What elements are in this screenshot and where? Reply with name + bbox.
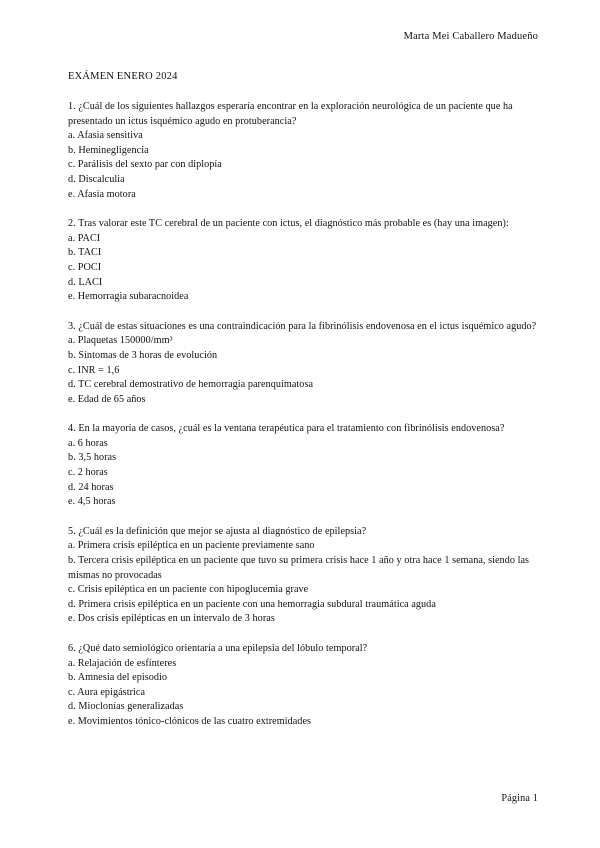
option-item[interactable]: d. Mioclonías generalizadas [68, 701, 184, 713]
option-item[interactable]: c. INR = 1,6 [68, 364, 120, 376]
option-list [68, 129, 538, 202]
option-item[interactable]: e. Dos crisis epilépticas en un intervalo de 3 horas [68, 613, 275, 625]
question-stem: 6. ¿Qué dato semiológico orientaría a una epilepsia del lóbulo temporal? [68, 643, 368, 654]
exam-title: EXÁMEN ENERO 2024 [68, 71, 178, 82]
question-stem: 5. ¿Cuál es la definición que mejor se ajusta al diagnóstico de epilepsia? [68, 525, 367, 537]
option-item[interactable]: c. Crisis epiléptica en un paciente con hipoglucemia grave [68, 584, 309, 596]
option-item[interactable]: e. Movimientos tónico-clónicos de las cuatro extremidades [68, 715, 312, 727]
option-list [68, 437, 538, 510]
option-item[interactable]: a. Afasia sensitiva [68, 130, 143, 142]
option-item[interactable]: e. Hemorragia subaracnoidea [68, 291, 189, 303]
option-item[interactable]: b. Síntomas de 3 horas de evolución [68, 349, 218, 361]
option-list [68, 232, 538, 305]
question-stem: 2. Tras valorar este TC cerebral de un paciente con ictus, el diagnóstico más probable es (hay una imagen): [68, 218, 509, 230]
option-item[interactable]: d. LACI [68, 276, 103, 288]
option-item[interactable]: c. POCI [68, 261, 102, 273]
question-stem: 1. ¿Cuál de los siguientes hallazgos esperaría encontrar en la exploración neurológica de un paciente que ha presentado un ictus isquémico agudo en protuberancia? [68, 101, 513, 127]
student-name-header: Marta Mei Caballero Madueño [403, 31, 538, 42]
question-block [68, 525, 538, 627]
option-item[interactable]: a. Primera crisis epiléptica en un paciente previamente sano [68, 540, 315, 552]
option-item[interactable]: c. Aura epigástrica [68, 686, 146, 698]
option-item[interactable]: c. 2 horas [68, 467, 108, 479]
option-item[interactable]: e. Edad de 65 años [68, 393, 146, 405]
question-block [68, 217, 538, 305]
option-list [68, 334, 538, 407]
page-footer: Página 1 [501, 793, 538, 804]
option-item[interactable]: b. Tercera crisis epiléptica en un paciente que tuvo su primera crisis hace 1 año y otra hace 1 semana, siendo las mismas no provocadas [68, 555, 530, 581]
option-item[interactable]: a. Plaquetas 150000/mm³ [68, 335, 173, 347]
option-list [68, 657, 538, 730]
option-item[interactable]: d. TC cerebral demostrativo de hemorragia parenquimatosa [68, 379, 314, 391]
question-block [68, 320, 538, 408]
option-item[interactable]: e. 4,5 horas [68, 496, 116, 508]
questions-list [68, 100, 538, 730]
option-list [68, 539, 538, 627]
option-item[interactable]: b. Heminegligencia [68, 144, 149, 156]
option-item[interactable]: b. 3,5 horas [68, 452, 117, 464]
option-item[interactable]: a. PACI [68, 232, 101, 244]
option-item[interactable]: d. Primera crisis epiléptica en un paciente con una hemorragia subdural traumática aguda [68, 598, 436, 610]
question-stem: 3. ¿Cuál de estas situaciones es una contraindicación para la fibrinólisis endovenosa en el ictus isquémico agudo? [68, 320, 537, 332]
option-item[interactable]: a. Relajación de esfínteres [68, 657, 177, 669]
question-block [68, 100, 538, 202]
question-block [68, 642, 538, 730]
question-block [68, 422, 538, 510]
option-item[interactable]: c. Parálisis del sexto par con diplopía [68, 159, 222, 171]
option-item[interactable]: d. 24 horas [68, 481, 114, 493]
option-item[interactable]: e. Afasia motora [68, 188, 136, 200]
option-item[interactable]: b. Amnesia del episodio [68, 672, 168, 684]
option-item[interactable]: b. TACI [68, 247, 102, 259]
option-item[interactable]: a. 6 horas [68, 437, 108, 449]
option-item[interactable]: d. Discalculia [68, 173, 125, 185]
question-stem: 4. En la mayoría de casos, ¿cuál es la ventana terapéutica para el tratamiento con fibrinólisis endovenosa? [68, 423, 505, 435]
